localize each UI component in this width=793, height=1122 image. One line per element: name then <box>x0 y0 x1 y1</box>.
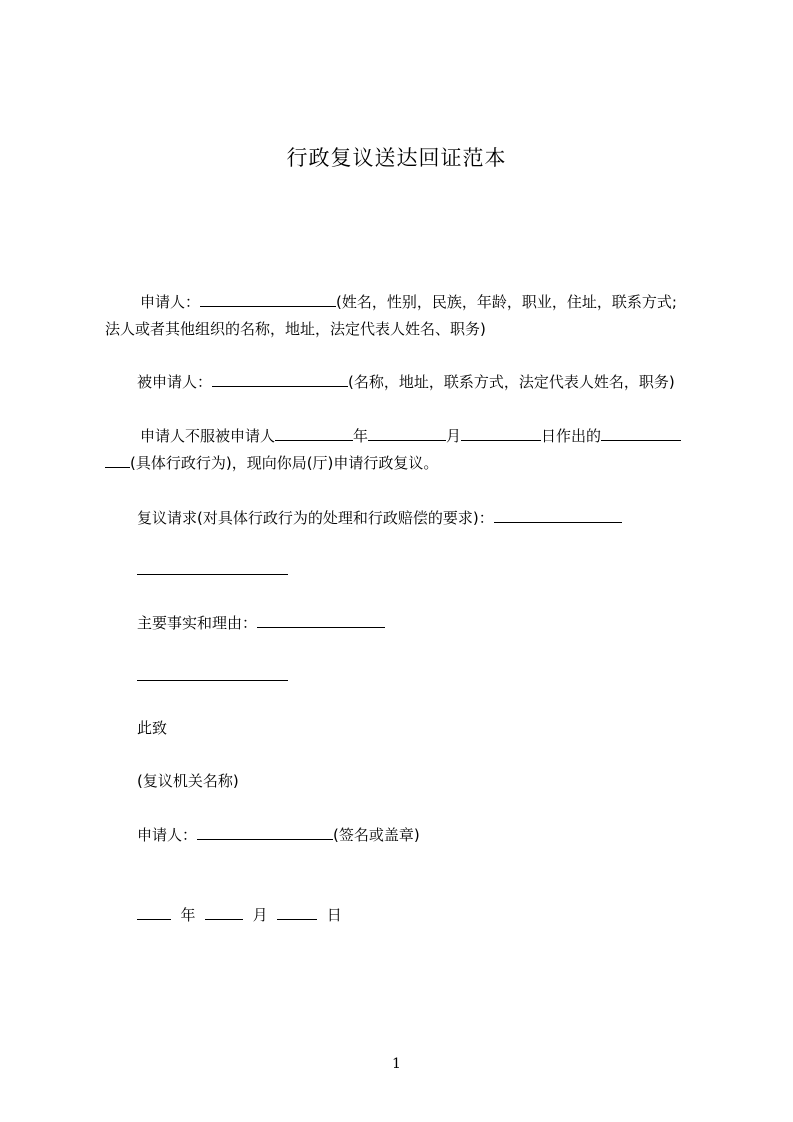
statement-year-label: 年 <box>353 427 369 445</box>
statement-year-blank[interactable] <box>275 426 353 441</box>
statement-part1: 申请人不服被申请人 <box>140 427 276 445</box>
applicant-hint: (姓名，性别，民族，年龄，职业，住址，联系方式; <box>336 293 677 311</box>
statement-part2: (具体行政行为)，现向你局(厅)申请行政复议。 <box>130 454 439 472</box>
date-year-blank[interactable] <box>137 905 171 920</box>
applicant-label: 申请人： <box>140 293 201 311</box>
closing-regards: 此致 <box>137 719 168 737</box>
facts-line <box>137 613 385 632</box>
request-label: 复议请求(对具体行政行为的处理和行政赔偿的要求)： <box>137 509 494 527</box>
signature-hint: (签名或盖章) <box>333 826 420 844</box>
statement-month-label: 月 <box>446 427 462 445</box>
request-blank-2[interactable] <box>137 560 288 575</box>
page-number: 1 <box>392 1056 401 1072</box>
date-month-label: 月 <box>252 906 268 924</box>
date-day-label: 日 <box>326 906 342 924</box>
statement-line <box>140 426 681 445</box>
respondent-label: 被申请人： <box>137 373 213 391</box>
statement-month-blank[interactable] <box>368 426 446 441</box>
facts-blank[interactable] <box>257 613 385 628</box>
respondent-hint: (名称，地址，联系方式，法定代表人姓名，职务) <box>348 373 675 391</box>
statement-day-blank[interactable] <box>461 426 541 441</box>
statement-action-blank-cont[interactable] <box>105 453 130 468</box>
date-month-blank[interactable] <box>205 905 243 920</box>
applicant-line <box>140 292 677 311</box>
facts-label: 主要事实和理由： <box>137 614 258 632</box>
statement-line2 <box>105 453 438 472</box>
respondent-line <box>137 372 675 391</box>
applicant-hint-line2: 法人或者其他组织的名称，地址，法定代表人姓名、职务) <box>105 320 486 338</box>
statement-action-blank[interactable] <box>601 426 681 441</box>
applicant-blank[interactable] <box>200 292 336 307</box>
date-day-blank[interactable] <box>277 905 317 920</box>
signature-label: 申请人： <box>137 826 198 844</box>
date-line <box>137 905 342 924</box>
document-title: 行政复议送达回证范本 <box>286 146 507 170</box>
request-line2 <box>137 560 288 579</box>
respondent-blank[interactable] <box>212 372 348 387</box>
request-blank[interactable] <box>494 508 622 523</box>
facts-blank-2[interactable] <box>137 666 288 681</box>
facts-line2 <box>137 666 288 685</box>
closing-authority: (复议机关名称) <box>137 772 239 790</box>
signature-blank[interactable] <box>197 825 333 840</box>
date-year-label: 年 <box>180 906 196 924</box>
statement-day-label: 日作出的 <box>541 427 602 445</box>
request-line <box>137 508 622 527</box>
signature-line <box>137 825 420 844</box>
